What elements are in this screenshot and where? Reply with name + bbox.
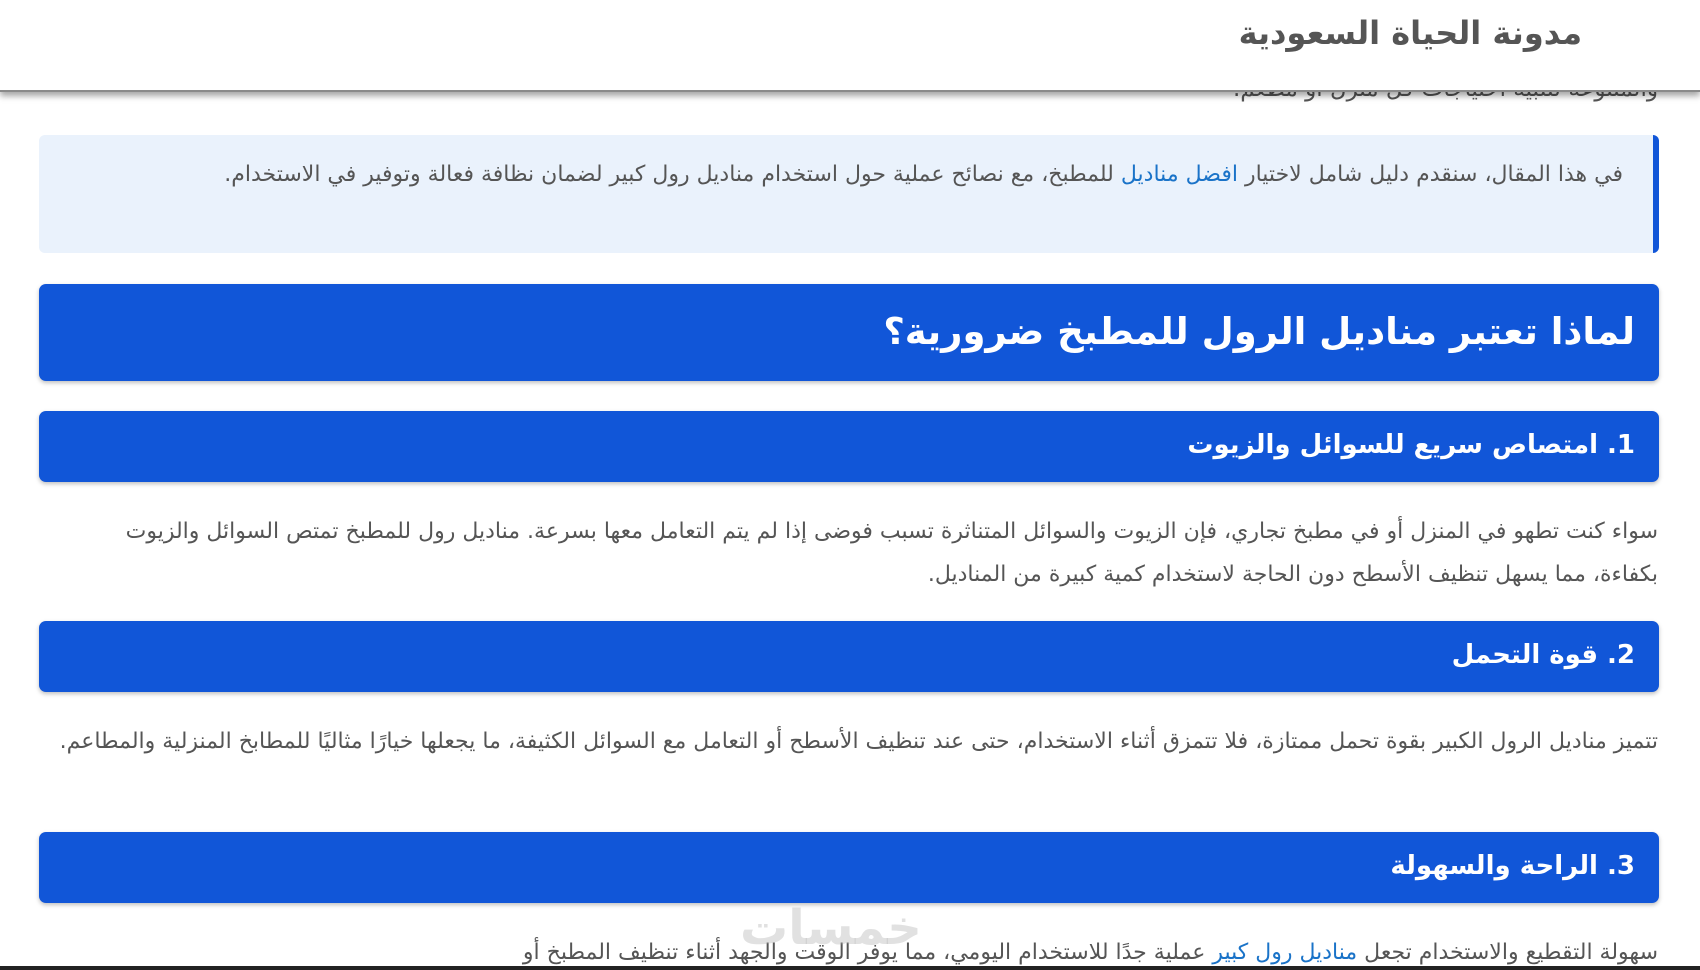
section-heading-convenience: 3. الراحة والسهولة [39,832,1659,903]
convenience-text-start: سهولة التقطيع والاستخدام تجعل [1357,940,1658,965]
convenience-text-end: عملية جدًا للاستخدام اليومي، مما يوفر الوقت والجهد أثناء تنظيف المطبخ أو [522,940,1213,965]
section-paragraph-durability: تتميز مناديل الرول الكبير بقوة تحمل ممتازة، فلا تتمزق أثناء الاستخدام، حتى عند تنظيف الأسطح أو التعامل مع السوائل الكثيفة، ما يجعلها خيارًا مثاليًا للمطابخ المنزلية والمطاعم. [59,729,1658,754]
main-heading: لماذا تعتبر مناديل الرول للمطبخ ضرورية؟ [39,284,1659,381]
intro-text-end: للمطبخ، مع نصائح عملية حول استخدام مناديل رول كبير لضمان نظافة فعالة وتوفير في الاستخدام. [224,162,1121,187]
bottom-edge-bar [0,966,1700,970]
site-title[interactable]: مدونة الحياة السعودية [1238,14,1582,52]
best-tissues-link[interactable]: افضل مناديل [1120,162,1238,187]
intro-callout [39,135,1659,253]
section-heading-absorption: 1. امتصاص سريع للسوائل والزيوت [39,411,1659,482]
section-paragraph-absorption: سواء كنت تطهو في المنزل أو في مطبخ تجاري، فإن الزيوت والسوائل المتناثرة تسبب فوضى إذا لم يتم التعامل معها بسرعة. مناديل رول للمطبخ تمتص السوائل والزيوت بكفاءة، مما يسهل تنظيف الأسطح دون الحاجة لاستخدام كمية كبيرة من المناديل. [125,519,1658,587]
big-roll-tissues-link[interactable]: مناديل رول كبير [1212,940,1358,965]
site-header [0,0,1700,92]
section-heading-durability: 2. قوة التحمل [39,621,1659,692]
watermark-logo: خمسات [740,900,922,956]
intro-text-start: في هذا المقال، سنقدم دليل شامل لاختيار [1237,162,1623,187]
